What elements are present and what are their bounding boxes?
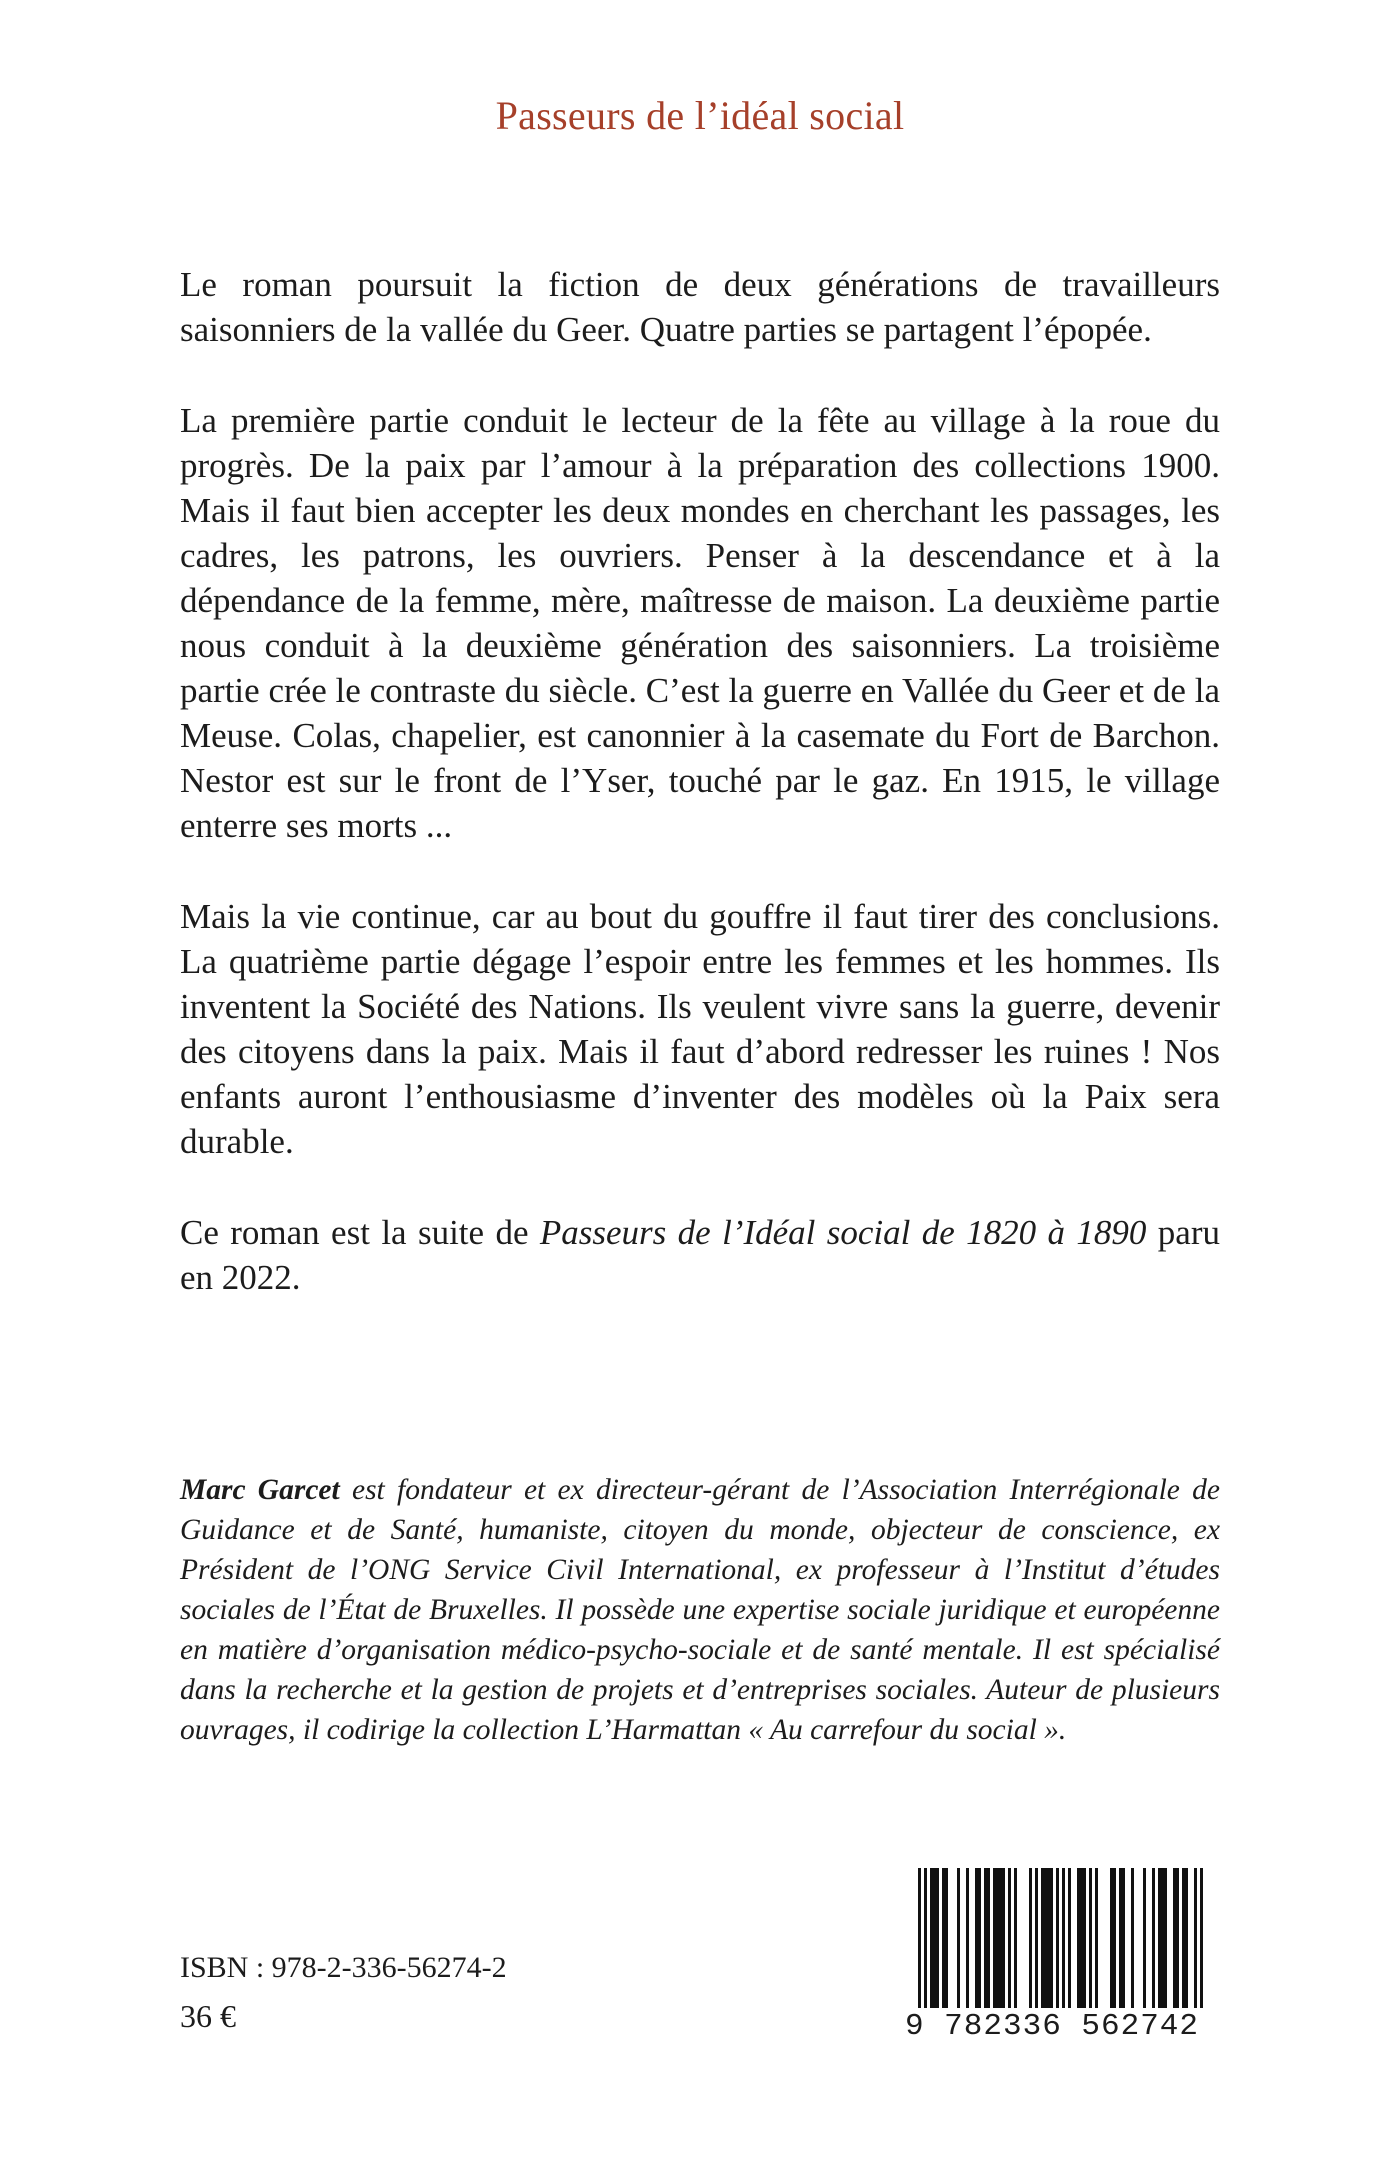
barcode-bar [966,1868,969,2010]
previous-book-title: Passeurs de l’Idéal social de 1820 à 1890 [539,1213,1147,1252]
barcode-digits: 9 782336 562742 [896,2008,1208,2046]
author-name: Marc Garcet [180,1474,340,1506]
author-bio [180,1470,1220,1750]
barcode-bar [1182,1868,1185,2010]
barcode-bar [1113,1868,1116,2010]
synopsis-paragraph-3: Mais la vie continue, car au bout du gouffre il faut tirer des conclusions. La quatrième partie dégage l’espoir entre les femmes et les hommes. Ils inventent la Société des Nations. Ils veulent vivre sans la guerre, devenir des citoyens dans la paix. Mais il faut d’abord redresser les ruines ! Nos enfants auront l’enthousiasme d’inventer des modèles où la Paix sera durable. [180,897,1220,1161]
price: 36 € [180,1998,236,2034]
barcode-bar [933,1868,936,2010]
barcode-bar [930,1868,933,2010]
barcode-bar [996,1868,999,2010]
sequel-suffix: paru en 2022. [180,1213,1220,1297]
barcode-bar [1083,1868,1086,2010]
barcode-bar [936,1868,939,2010]
barcode-bar [1077,1868,1080,2010]
barcode-bar [1041,1868,1044,2010]
barcode-bar [1131,1868,1134,2010]
barcode-bar [1089,1868,1092,2010]
barcode-bar [1161,1868,1164,2010]
author-bio-text: est fondateur et ex directeur-gérant de l’Association Interrégionale de Guidance et de Santé, humaniste, citoyen du monde, objecteur de conscience, ex Président de l’ONG Service Civil International, ex professeur à l’Institut d’études sociales de l’État de Bruxelles. Il possède une expertise sociale juridique et européenne en matière d’organisation médico-psycho-sociale et de santé mentale. Il est spécialisé dans la recherche et la gestion de projets et d’entreprises sociales. Auteur de plusieurs ouvrages, il codirige la collection L’Harmattan « Au carrefour du social ». [180,1474,1220,1746]
barcode-bar [1119,1868,1122,2010]
barcode-bar [957,1868,960,2010]
barcode-bar [1029,1868,1032,2010]
barcode-bar [1008,1868,1011,2010]
barcode-bar [1050,1868,1053,2010]
barcode-bar [1014,1868,1017,2010]
barcode-bar [1068,1868,1071,2010]
barcode-bar [1110,1868,1113,2010]
barcode-bar [942,1868,945,2010]
barcode-bar [1185,1868,1188,2010]
synopsis-paragraph-2: La première partie conduit le lecteur de la fête au village à la roue du progrès. De la paix par l’amour à la préparation des collections 1900. Mais il faut bien accepter les deux mondes en cherchant les passages, les cadres, les patrons, les ouvriers. Penser à la descendance et à la dépendance de la femme, mère, maîtresse de maison. La deuxième partie nous conduit à la deuxième génération des saisonniers. La troisième partie crée le contraste du siècle. C’est la guerre en Vallée du Geer et de la Meuse. Colas, chapelier, est canonnier à la casemate du Fort de Barchon. Nestor est sur le front de l’Yser, touché par le gaz. En 1915, le village enterre ses morts ... [180,401,1220,845]
barcode-bar [1002,1868,1005,2010]
synopsis-paragraph-4 [180,1210,1220,1300]
barcode-bar [1164,1868,1167,2010]
barcode-bar [1095,1868,1098,2010]
barcode-bar [1176,1868,1179,2010]
barcode-bar [1143,1868,1146,2010]
barcode-bar [1158,1868,1161,2010]
sequel-prefix: Ce roman est la suite de [180,1213,540,1252]
isbn: ISBN : 978-2-336-56274-2 [180,1951,507,1984]
barcode-bar [987,1868,990,2010]
book-title: Passeurs de l’idéal social [495,93,905,138]
barcode-bar [1122,1868,1125,2010]
barcode-bar [978,1868,981,2010]
synopsis-paragraph-1: Le roman poursuit la fiction de deux générations de travailleurs saisonniers de la vallée du Geer. Quatre parties se partagent l’épopée. [180,265,1220,349]
barcode-bar [1047,1868,1050,2010]
barcode-bar [993,1868,996,2010]
barcode-bar [1152,1868,1155,2010]
synopsis [180,262,1220,1300]
barcode-bar [975,1868,978,2010]
barcode-bar [1044,1868,1047,2010]
barcode-bar [984,1868,987,2010]
barcode-bar [1035,1868,1038,2010]
barcode-bar [999,1868,1002,2010]
barcode-bar [945,1868,948,2010]
barcode-bar [1080,1868,1083,2010]
barcode-icon [896,1868,1208,2048]
barcode-bar [1173,1868,1176,2010]
